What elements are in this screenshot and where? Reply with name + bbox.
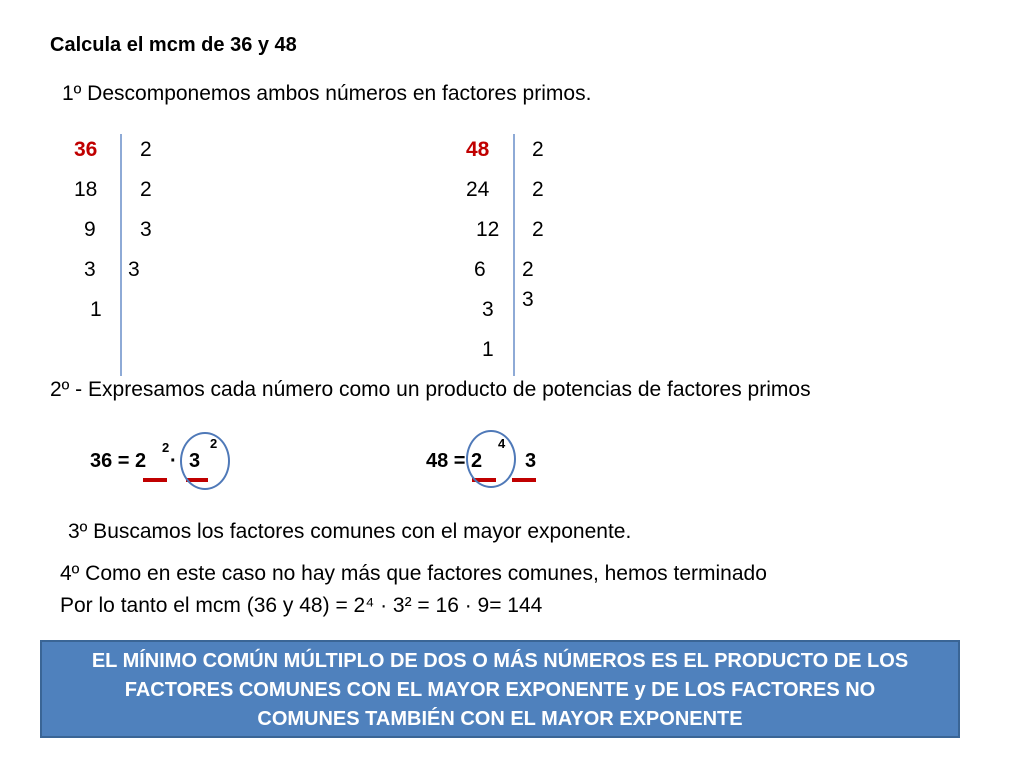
exponent-3: 2 xyxy=(210,436,218,451)
dividend-3: 3 xyxy=(482,298,494,321)
expression-36-lhs: 36 = 2 xyxy=(90,450,147,472)
dividend-3: 3 xyxy=(84,258,96,281)
divisor: 3 xyxy=(128,258,140,281)
divider-line-48 xyxy=(513,134,515,376)
dividend-1: 1 xyxy=(482,338,494,361)
exponent-4: 4 xyxy=(498,436,506,451)
divisor: 2 xyxy=(532,138,544,161)
result-text: Por lo tanto el mcm (36 y 48) = 2⁴ · 3² = 16 · 9= 144 xyxy=(60,594,543,617)
expression-48-lhs: 48 = 2 xyxy=(426,450,483,472)
divisor: 3 xyxy=(140,218,152,241)
underline-mark xyxy=(512,478,536,482)
highlight-circle xyxy=(180,432,230,490)
dividend-12: 12 xyxy=(476,218,500,241)
definition-line: COMUNES TAMBIÉN CON EL MAYOR EXPONENTE xyxy=(257,708,743,730)
step-4-text: 4º Como en este caso no hay más que factores comunes, hemos terminado xyxy=(60,562,767,585)
dividend-6: 6 xyxy=(474,258,486,281)
step-2-text: 2º - Expresamos cada número como un producto de potencias de factores primos xyxy=(50,378,811,401)
base-3: 3 xyxy=(525,450,537,472)
exponent-2: 2 xyxy=(162,440,170,455)
divisor: 2 xyxy=(140,178,152,201)
dividend-1: 1 xyxy=(90,298,102,321)
divisor: 2 xyxy=(532,218,544,241)
page-title: Calcula el mcm de 36 y 48 xyxy=(50,34,297,56)
divisor: 2 xyxy=(522,258,534,281)
dividend-36: 36 xyxy=(74,138,98,161)
divisor: 3 xyxy=(522,288,534,311)
definition-line: EL MÍNIMO COMÚN MÚLTIPLO DE DOS O MÁS NÚMEROS ES EL PRODUCTO DE LOS xyxy=(91,650,909,672)
definition-box xyxy=(40,640,960,738)
definition-line: FACTORES COMUNES CON EL MAYOR EXPONENTE y DE LOS FACTORES NO xyxy=(124,679,876,701)
underline-mark xyxy=(143,478,167,482)
step-3-text: 3º Buscamos los factores comunes con el mayor exponente. xyxy=(68,520,632,543)
dividend-48: 48 xyxy=(466,138,490,161)
dividend-9: 9 xyxy=(84,218,96,241)
highlight-circle xyxy=(466,430,516,488)
divisor: 2 xyxy=(140,138,152,161)
multiply-dot: · xyxy=(170,450,177,472)
dividend-18: 18 xyxy=(74,178,98,201)
divider-line-36 xyxy=(120,134,122,376)
base-3: 3 xyxy=(189,450,201,472)
dividend-24: 24 xyxy=(466,178,490,201)
step-1-text: 1º Descomponemos ambos números en factores primos. xyxy=(62,82,592,105)
divisor: 2 xyxy=(532,178,544,201)
